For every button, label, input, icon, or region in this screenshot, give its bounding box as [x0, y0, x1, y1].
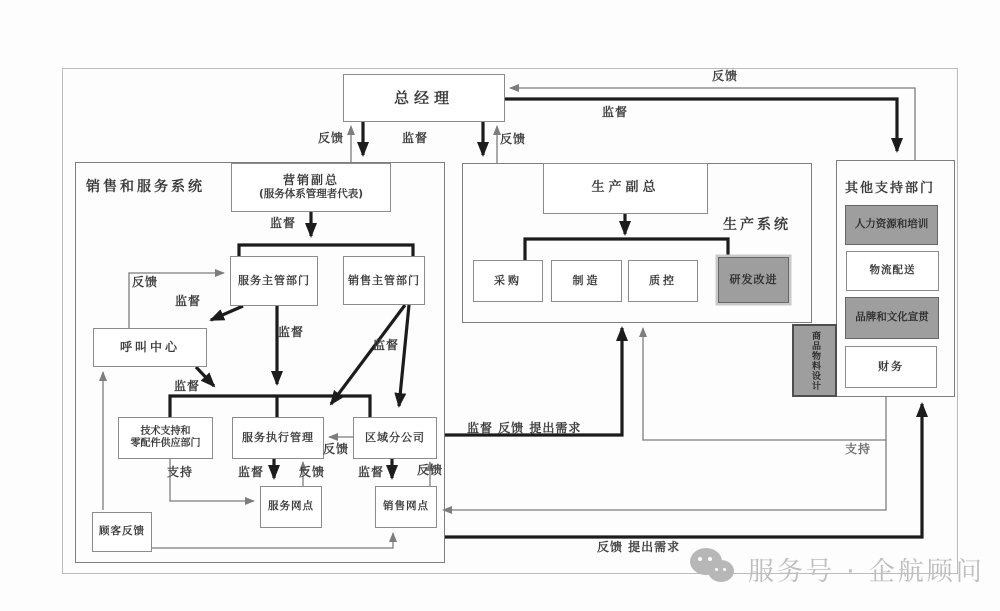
- edge-label-supervise-exec-outlet: 监督: [238, 465, 265, 479]
- watermark: [690, 548, 985, 590]
- support-departments-title: 其他支持部门: [845, 181, 936, 196]
- sales-service-system-title: 销售和服务系统: [86, 179, 205, 195]
- node-logistics: 物流配送: [846, 251, 939, 291]
- tech-support-line1: 技术支持和: [140, 425, 191, 437]
- node-procurement: 采购: [473, 260, 543, 302]
- node-quality-control: 质控: [628, 260, 698, 302]
- edge-label-supervise-salesdept-branch: 监督: [373, 338, 400, 352]
- node-rd-improvement: 研发改进: [718, 257, 789, 303]
- node-regional-branch: 区域分公司: [353, 417, 437, 459]
- node-sales-outlet: 销售网点: [375, 486, 437, 528]
- edge-label-support-depts-production: 支持: [845, 442, 872, 456]
- node-service-dept: 服务主管部门: [230, 256, 318, 306]
- edge-label-feedback-gm-production: 反馈: [500, 132, 527, 146]
- marketing-vp-subtitle: (服务体系管理者代表): [258, 188, 364, 201]
- node-call-center: 呼叫中心: [93, 328, 207, 367]
- node-finance: 财务: [845, 346, 937, 388]
- node-general-manager: 总经理: [343, 74, 505, 122]
- edge-label-feedback-outlet-branch: 反馈: [417, 463, 444, 477]
- edge-label-supervise-gm-support: 监督: [602, 105, 629, 119]
- edge-label-supervise-servicedept-down: 监督: [278, 325, 305, 339]
- edge-label-supervise-marketing-depts: 监督: [270, 216, 297, 230]
- edge-label-supervise-gm-marketing: 监督: [402, 131, 429, 145]
- production-system-title: 生产系统: [723, 217, 791, 233]
- node-service-outlet: 服务网点: [260, 486, 322, 528]
- edge-label-supervise-servicedept-callcenter: 监督: [175, 294, 202, 308]
- node-customer-feedback: 顾客反馈: [92, 512, 152, 552]
- edge-label-supervise-branch-outlet: 监督: [358, 465, 385, 479]
- node-marketing-vp: [231, 163, 391, 212]
- watermark-text: 服务号 · 企航顾问: [748, 556, 985, 587]
- edge-label-supervise-feedback-demand: 监督 反馈 提出需求: [467, 421, 582, 435]
- wechat-icon: [690, 548, 742, 590]
- edge-label-feedback-gm-marketing: 反馈: [318, 131, 345, 145]
- edge-label-feedback-demand-bottom: 反馈 提出需求: [597, 540, 681, 554]
- edge-label-feedback-callcenter-servicedept: 反馈: [132, 275, 159, 289]
- node-hr-training: 人力资源和培训: [845, 205, 938, 245]
- edge-label-supervise-callcenter-down: 监督: [174, 379, 201, 393]
- marketing-vp-title: 营销副总: [282, 173, 339, 188]
- node-production-vp: 生产副总: [543, 163, 708, 214]
- edge-label-feedback-outlet-exec: 反馈: [299, 465, 326, 479]
- edge-label-feedback-support-gm: 反馈: [712, 69, 739, 83]
- node-manufacturing: 制造: [551, 260, 622, 302]
- node-tech-support: [118, 417, 213, 459]
- edge-label-support-tech-outlet: 支持: [167, 465, 194, 479]
- material-design-label: 商品物料设计: [810, 330, 820, 391]
- node-service-exec: 服务执行管理: [232, 417, 324, 459]
- tech-support-line2: 零配件供应部门: [130, 438, 201, 449]
- node-material-design: [792, 324, 837, 397]
- node-sales-dept: 销售主管部门: [343, 256, 425, 305]
- edge-label-feedback-branch-exec: 反馈: [323, 442, 350, 456]
- node-brand-culture: 品牌和文化宣贯: [845, 297, 939, 339]
